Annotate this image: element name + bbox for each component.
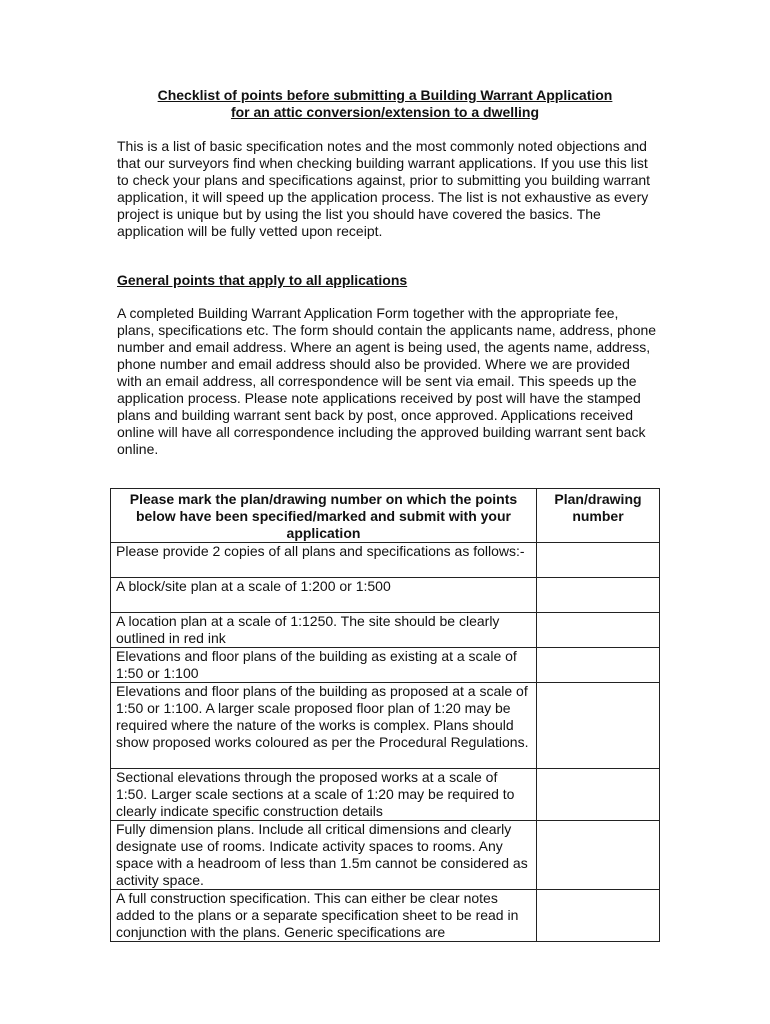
row-plan-number-cell[interactable]	[536, 821, 659, 890]
row-description	[111, 890, 537, 942]
row-plan-number-cell[interactable]	[536, 613, 659, 648]
title-line-1: Checklist of points before submitting a Building Warrant Application	[157, 87, 613, 103]
intro-paragraph: This is a list of basic specification notes and the most commonly noted objections and that our surveyors find when checking building warrant applications. If you use this list to check your plans and specifications against, prior to submitting you building warrant application, it will speed up the application process. The list is not exhaustive as every project is unique but by using the list you should have covered the basics. The application will be fully vetted upon receipt.	[117, 138, 651, 239]
row-description: A block/site plan at a scale of 1:200 or 1:500	[111, 578, 537, 613]
row-plan-number-cell[interactable]	[536, 683, 659, 769]
row-description: Elevations and floor plans of the building as existing at a scale of 1:50 or 1:100	[111, 648, 537, 683]
row-description: Sectional elevations through the proposed works at a scale of 1:50. Larger scale sections at a scale of 1:20 may be required to clearly indicate specific construction details	[111, 769, 537, 821]
title-line-2: for an attic conversion/extension to a dwelling	[230, 104, 540, 120]
table-row	[111, 648, 660, 683]
row-plan-number-cell[interactable]	[536, 890, 659, 942]
row-plan-number-cell[interactable]	[536, 578, 659, 613]
header-plan-number: Plan/drawing number	[536, 489, 659, 543]
row-description: Please provide 2 copies of all plans and specifications as follows:-	[111, 543, 537, 578]
table-row	[111, 769, 660, 821]
row-plan-number-cell[interactable]	[536, 648, 659, 683]
row-description: Fully dimension plans. Include all critical dimensions and clearly designate use of rooms. Indicate activity spaces to rooms. Any space with a headroom of less than 1.5m cannot be considered as activity space.	[111, 821, 537, 890]
general-points-heading: General points that apply to all applications	[117, 272, 408, 288]
row-description: Elevations and floor plans of the building as proposed at a scale of 1:50 or 1:100. A larger scale proposed floor plan of 1:20 may be required where the nature of the works is complex. Plans should show proposed works coloured as per the Procedural Regulations.	[111, 683, 537, 769]
table-row	[111, 543, 660, 578]
document-title	[100, 87, 670, 121]
table-row	[111, 613, 660, 648]
table-row	[111, 890, 660, 942]
table-row	[111, 578, 660, 613]
table-header-row	[111, 489, 660, 543]
row-description-text: A full construction specification. This can either be clear notes added to the plans or a separate specification sheet to be read in conjunction with the plans. Generic specifications are	[116, 890, 519, 940]
table-row	[111, 821, 660, 890]
row-plan-number-cell[interactable]	[536, 769, 659, 821]
row-description: A location plan at a scale of 1:1250. The site should be clearly outlined in red ink	[111, 613, 537, 648]
table-row	[111, 683, 660, 769]
checklist-table	[110, 488, 660, 942]
general-points-paragraph: A completed Building Warrant Application Form together with the appropriate fee, plans, specifications etc. The form should contain the applicants name, address, phone number and email address. Where an agent is being used, the agents name, address, phone number and email address should also be provided. Where we are provided with an email address, all correspondence will be sent via email. This speeds up the application process. Please note applications received by post will have the stamped plans and building warrant sent back by post, once approved. Applications received online will have all correspondence including the approved building warrant sent back online.	[117, 305, 657, 457]
row-plan-number-cell[interactable]	[536, 543, 659, 578]
header-description: Please mark the plan/drawing number on which the points below have been specified/marked and submit with your application	[111, 489, 537, 543]
